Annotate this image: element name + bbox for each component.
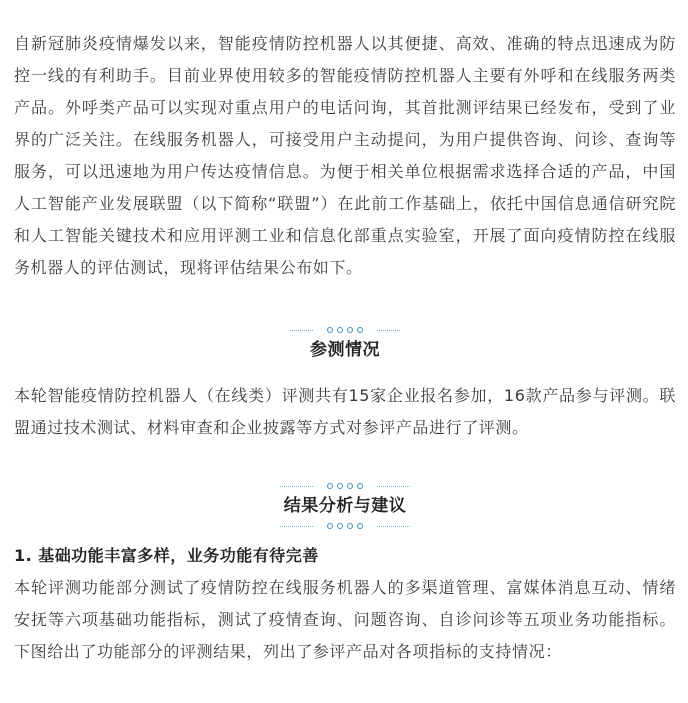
heading-decoration-bottom: [280, 522, 410, 530]
intro-paragraph: 自新冠肺炎疫情爆发以来，智能疫情防控机器人以其便捷、高效、准确的特点迅速成为防控一线的有利助手。目前业界使用较多的智能疫情防控机器人主要有外呼和在线服务两类产品。外呼类产品可以实现对重点用户的电话问询，其首批测评结果已经发布，受到了业界的广泛关注。在线服务机器人，可接受用户主动提问，为用户提供咨询、问诊、查询等服务，可以迅速地为用户传达疫情信息。为便于相关单位根据需求选择合适的产品，中国人工智能产业发展联盟（以下简称“联盟”）在此前工作基础上，依托中国信息通信研究院和人工智能关键技术和应用评测工业和信息化部重点实验室，开展了面向疫情防控在线服务机器人的评估测试，现将评估结果公布如下。: [14, 34, 676, 277]
article-body: [14, 28, 676, 668]
section-title: 结果分析与建议: [283, 496, 407, 516]
results-subheading: 1. 基础功能丰富多样，业务功能有待完善: [14, 546, 319, 565]
participation-paragraph: 本轮智能疫情防控机器人（在线类）评测共有15家企业报名参加，16款产品参与评测。联盟通过技术测试、材料审查和企业披露等方式对参评产品进行了评测。: [14, 386, 676, 437]
section-heading-results: [14, 482, 676, 530]
heading-decoration-top: [290, 326, 400, 334]
section-heading-participation: [14, 326, 676, 366]
results-paragraph: 本轮评测功能部分测试了疫情防控在线服务机器人的多渠道管理、富媒体消息互动、情绪安抚等六项基础功能指标，测试了疫情查询、问题咨询、自诊问诊等五项业务功能指标。下图给出了功能部分的评测结果，列出了参评产品对各项指标的支持情况：: [14, 578, 676, 661]
section-title: 参测情况: [310, 340, 380, 360]
heading-decoration-top: [280, 482, 410, 490]
